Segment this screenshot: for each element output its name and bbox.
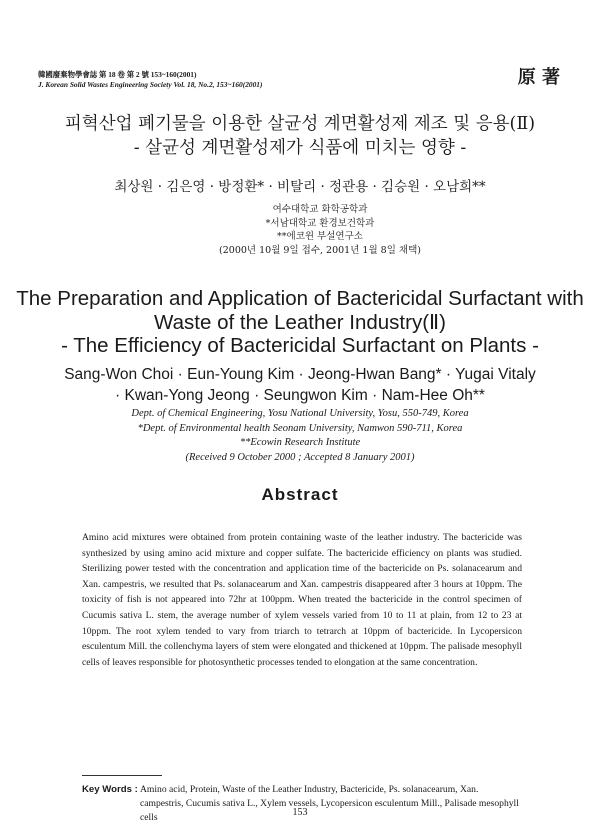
keywords-divider — [82, 775, 162, 776]
journal-header-korean: 韓國廢棄物學會誌 第 18 卷 第 2 號 153~160(2001) — [38, 70, 197, 79]
abstract-heading: Abstract — [261, 485, 339, 504]
english-affiliation-1: Dept. of Chemical Engineering, Yosu National University, Yosu, 550-749, Korea — [131, 408, 469, 419]
article-type-badge: 原 著 — [517, 67, 560, 88]
keywords-label: Key Words : — [82, 784, 138, 795]
korean-received-dates: (2000년 10월 9일 접수, 2001년 1월 8일 채택) — [219, 244, 421, 256]
english-authors — [0, 365, 600, 406]
english-affiliations — [0, 407, 600, 465]
english-affiliation-2: *Dept. of Environmental health Seonam University, Namwon 590-711, Korea — [137, 422, 463, 434]
korean-title: 피혁산업 폐기물을 이용한 살균성 계면활성제 제조 및 응용(Ⅱ) — [64, 114, 536, 134]
page-number: 153 — [292, 807, 308, 818]
english-authors-line2: · Kwan-Yong Jeong · Seungwon Kim · Nam-Hee Oh** — [115, 386, 485, 404]
keywords-block — [82, 783, 522, 825]
english-title-line2: Waste of the Leather Industry(Ⅱ) — [154, 310, 446, 334]
korean-authors: 최상원 · 김은영 · 방정환* · 비탈리 · 정관용 · 김승원 · 오남희** — [114, 179, 486, 195]
abstract-body: Amino acid mixtures were obtained from protein containing waste of the leather industry. The bactericide was synthesized by using amino acid mixture and copper sulfate. The bactericide efficiency on plants was studied. Sterilizing power tested with the concentration and application time of the bactericide on Ps. solanacearum and Xan. campestris, we resulted that Ps. solanacearum and Xan. campestris disappeared after 3 hours at 10ppm. The toxicity of fish is not appeared into 72hr at 100ppm. When treated the bactericide in the control specimen of Cucumis sativa L. stem, the average number of xylem vessels varied from 10 to 11 at plain, from 12 to 23 at 10ppm. The root xylem tended to vary from triarch to tetrarch at 10ppm of bactericide. In Lycopersicon esculentum Mill. the collenchyma layers of stem were elongated and thickened at 10ppm. The palisade mesophyll cells of leaves responsible for photosynthetic processes tended to elongation at the same concentration. — [82, 532, 522, 668]
korean-affiliation-3: **에코윈 부설연구소 — [277, 231, 363, 242]
journal-header-english: J. Korean Solid Wastes Engineering Society Vol. 18, No.2, 153~160(2001) — [38, 79, 263, 89]
english-authors-line1: Sang-Won Choi · Eun-Young Kim · Jeong-Hwan Bang* · Yugai Vitaly — [64, 366, 536, 383]
english-received-dates: (Received 9 October 2000 ; Accepted 8 January 2001) — [185, 451, 415, 463]
english-subtitle: - The Efficiency of Bactericidal Surfactant on Plants - — [61, 334, 539, 357]
english-title — [0, 287, 600, 358]
korean-subtitle: - 살균성 계면활성제가 식품에 미치는 영향 - — [133, 138, 467, 158]
korean-affiliation-1: 여수대학교 화학공학과 — [272, 204, 368, 215]
journal-header — [38, 70, 262, 89]
korean-affiliation-2: *서남대학교 환경보건학과 — [265, 217, 375, 229]
english-title-line1: The Preparation and Application of Bactericidal Surfactant with — [16, 287, 584, 310]
keywords-text: Amino acid, Protein, Waste of the Leather Industry, Bactericide, Ps. solanacearum, Xan. campestris, Cucumis sativa L., Xylem vessels, Lycopersicon esculentum Mill., Palisade mesophyll cells — [140, 784, 519, 823]
korean-affiliations — [0, 203, 600, 257]
english-affiliation-3: **Ecowin Research Institute — [239, 437, 361, 448]
